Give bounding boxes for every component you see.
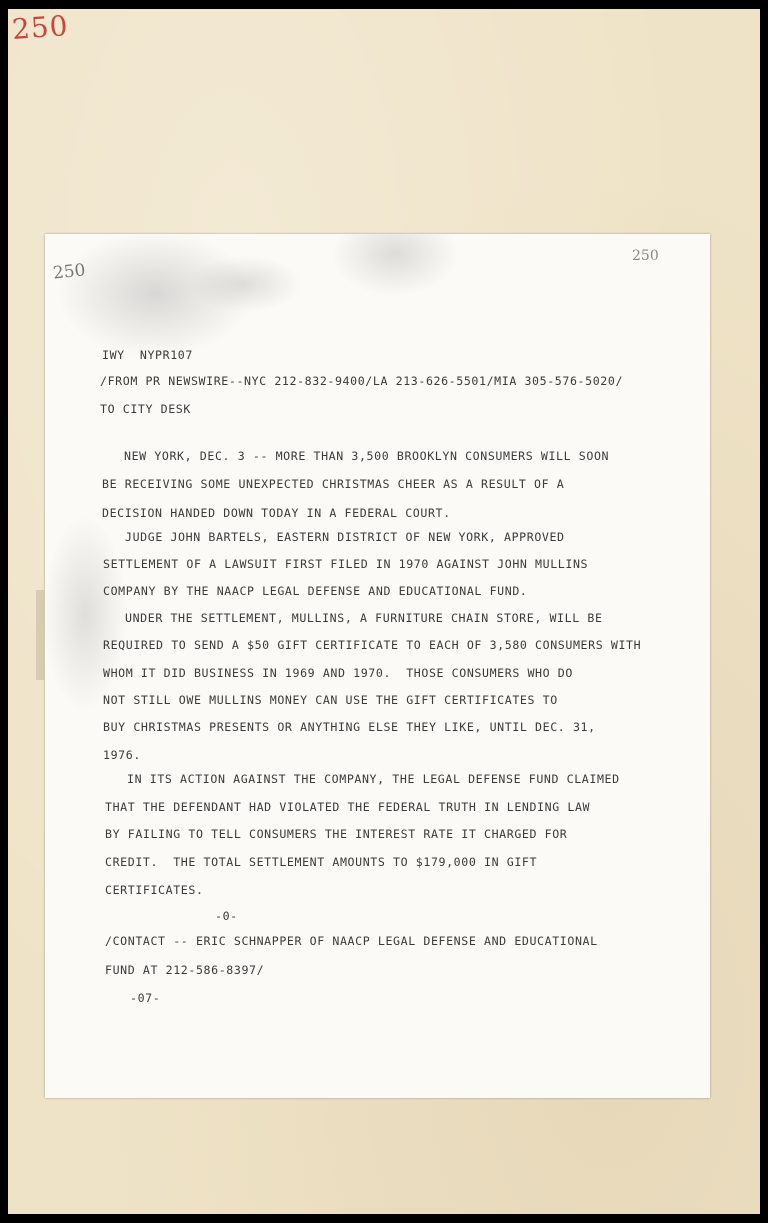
handwritten-number-right: 250 — [632, 248, 659, 264]
text-line: CERTIFICATES. — [105, 883, 204, 897]
text-line: NEW YORK, DEC. 3 -- MORE THAN 3,500 BROOKLYN CONSUMERS WILL SOON — [124, 449, 610, 463]
from-line: /FROM PR NEWSWIRE--NYC 212-832-9400/LA 213-626-5501/MIA 305-576-5020/ — [100, 374, 624, 388]
press-release-sheet — [45, 234, 710, 1098]
sheet-edge-mark — [36, 590, 44, 680]
trailer-mark: -07- — [130, 991, 161, 1005]
text-line: REQUIRED TO SEND A $50 GIFT CERTIFICATE TO EACH OF 3,580 CONSUMERS WITH — [103, 638, 642, 652]
text-line: COMPANY BY THE NAACP LEGAL DEFENSE AND EDUCATIONAL FUND. — [103, 584, 528, 598]
text-line: BE RECEIVING SOME UNEXPECTED CHRISTMAS CHEER AS A RESULT OF A — [102, 477, 565, 491]
slug-line: IWY NYPR107 — [102, 348, 193, 362]
desk-line: TO CITY DESK — [100, 402, 191, 416]
text-line: WHOM IT DID BUSINESS IN 1969 AND 1970. THOSE CONSUMERS WHO DO — [103, 666, 573, 680]
contact-line: FUND AT 212-586-8397/ — [105, 963, 265, 977]
contact-line: /CONTACT -- ERIC SCHNAPPER OF NAACP LEGAL DEFENSE AND EDUCATIONAL — [105, 934, 598, 948]
text-line: THAT THE DEFENDANT HAD VIOLATED THE FEDERAL TRUTH IN LENDING LAW — [105, 800, 591, 814]
text-line: BUY CHRISTMAS PRESENTS OR ANYTHING ELSE THEY LIKE, UNTIL DEC. 31, — [103, 720, 596, 734]
end-mark: -0- — [215, 909, 238, 923]
folder-number: 250 — [10, 9, 70, 46]
text-line: UNDER THE SETTLEMENT, MULLINS, A FURNITURE CHAIN STORE, WILL BE — [125, 611, 603, 625]
text-line: JUDGE JOHN BARTELS, EASTERN DISTRICT OF NEW YORK, APPROVED — [125, 530, 565, 544]
handwritten-number-left: 250 — [52, 260, 87, 284]
text-line: 1976. — [103, 748, 141, 762]
text-line: CREDIT. THE TOTAL SETTLEMENT AMOUNTS TO $179,000 IN GIFT — [105, 855, 538, 869]
teletype-text — [45, 234, 642, 1005]
text-line: BY FAILING TO TELL CONSUMERS THE INTEREST RATE IT CHARGED FOR — [105, 827, 568, 841]
text-line: NOT STILL OWE MULLINS MONEY CAN USE THE GIFT CERTIFICATES TO — [103, 693, 558, 707]
text-line: SETTLEMENT OF A LAWSUIT FIRST FILED IN 1970 AGAINST JOHN MULLINS — [103, 557, 589, 571]
text-line: IN ITS ACTION AGAINST THE COMPANY, THE LEGAL DEFENSE FUND CLAIMED — [127, 772, 620, 786]
text-line: DECISION HANDED DOWN TODAY IN A FEDERAL COURT. — [102, 506, 451, 520]
